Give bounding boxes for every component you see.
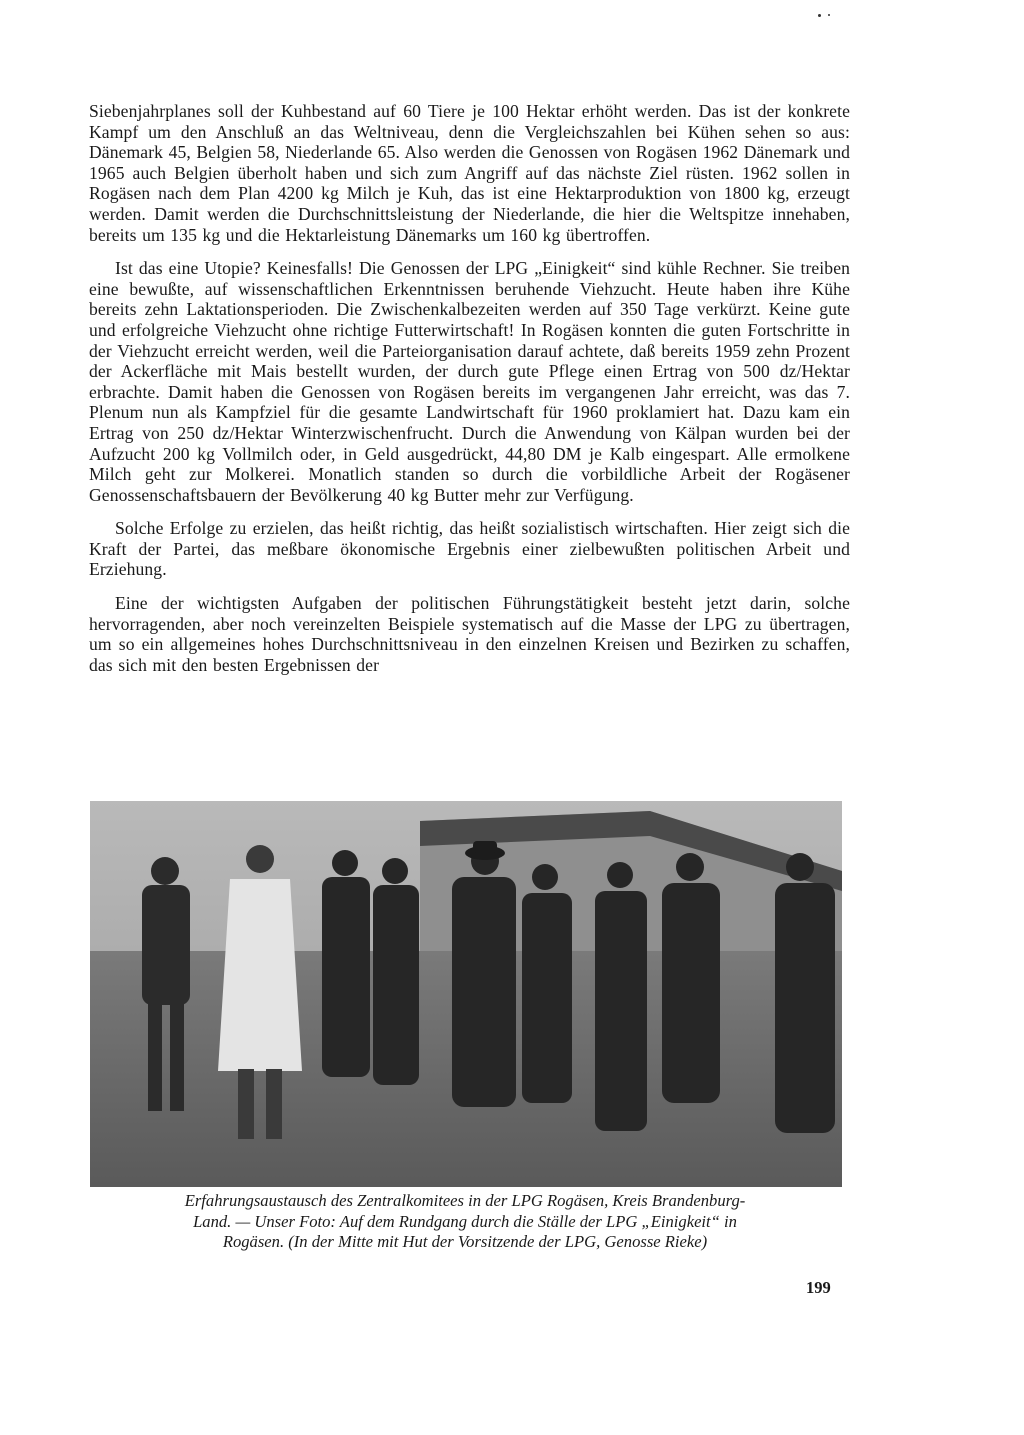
paragraph-3: Solche Erfolge zu erzielen, das heißt richtig, das heißt sozialistisch wirtschaften. Hier zeigt sich die Kraft der Partei, das meßbare ökonomische Ergebnis einer zielbewußten politischen Arbeit und Erziehung. xyxy=(89,518,850,580)
caption-line-3: Rogäsen. (In der Mitte mit Hut der Vorsitzende der LPG, Genosse Rieke) xyxy=(222,1232,708,1251)
page-number: 199 xyxy=(806,1278,831,1297)
print-speck xyxy=(828,14,830,16)
caption-line-2: Land. — Unser Foto: Auf dem Rundgang durch die Ställe der LPG „Einigkeit“ in xyxy=(193,1211,737,1231)
caption-line-1: Erfahrungsaustausch des Zentralkomitees in der LPG Rogäsen, Kreis Brandenburg- xyxy=(184,1191,746,1210)
paragraph-1: Siebenjahrplanes soll der Kuhbestand auf 60 Tiere je 100 Hektar erhöht werden. Das ist der konkrete Kampf um den Anschluß an das Weltniveau, denn die Vergleichszahlen bei Kühen sehen so aus: Dänemark 45, Belgien 58, Niederlande 65. Also werden die Genossen von Rogäsen 1962 Dänemark und 1965 auch Belgien überholt haben und sich zum Angriff auf das nächste Ziel rüsten. 1962 sollen in Rogäsen nach dem Plan 4200 kg Milch je Kuh, das ist eine Hektarproduktion von 1800 kg, erzeugt werden. Damit werden die Durchschnittsleistung der Niederlande, die hier die Weltspitze innehaben, bereits um 135 kg und die Hektarleistung Dänemarks um 160 kg übertroffen. xyxy=(89,101,850,245)
group-photo-image xyxy=(90,801,842,1187)
photo-caption xyxy=(80,1191,850,1253)
group-photo xyxy=(90,801,842,1187)
paragraph-4: Eine der wichtigsten Aufgaben der politischen Führungstätigkeit besteht jetzt darin, solche hervorragenden, aber noch vereinzelten Beispiele systematisch auf die Masse der LPG zu übertragen, um so ein allgemeines hohes Durchschnittsniveau in den einzelnen Kreisen und Bezirken zu schaffen, das sich mit den besten Ergebnissen der xyxy=(89,593,850,675)
print-speck xyxy=(818,14,821,17)
body-text xyxy=(89,101,850,688)
paragraph-2: Ist das eine Utopie? Keinesfalls! Die Genossen der LPG „Einigkeit“ sind kühle Rechner. Sie treiben eine bewußte, auf wissenschaftlichen Erkenntnissen beruhende Viehzucht. Heute haben ihre Kühe bereits zehn Laktationsperioden. Die Zwischenkalbezeiten werden auf 350 Tage verkürzt. Keine gute und erfolgreiche Viehzucht ohne richtige Futterwirtschaft! In Rogäsen konnten die guten Fortschritte in der Viehzucht erreicht werden, weil die Parteiorganisation darauf achtete, daß bereits 1959 zehn Prozent der Ackerfläche mit Mais bestellt wurden, der durch gute Pflege einen Ertrag von 500 dz/Hektar erbrachte. Damit haben die Genossen von Rogäsen bereits im vergangenen Jahr erreicht, was das 7. Plenum nun als Kampfziel für die gesamte Landwirtschaft für 1960 proklamiert hat. Dazu kam ein Ertrag von 250 dz/Hektar Winterzwischenfrucht. Durch die Anwendung von Kälpan wurden bei der Aufzucht 200 kg Vollmilch oder, in Geld ausgedrückt, 44,80 DM je Kalb eingespart. Alle ermolkene Milch geht zur Molkerei. Monatlich standen so durch die vorbildliche Arbeit der Rogäsener Genossenschaftsbauern der Bevölkerung 40 kg Butter mehr zur Verfügung. xyxy=(89,258,850,505)
